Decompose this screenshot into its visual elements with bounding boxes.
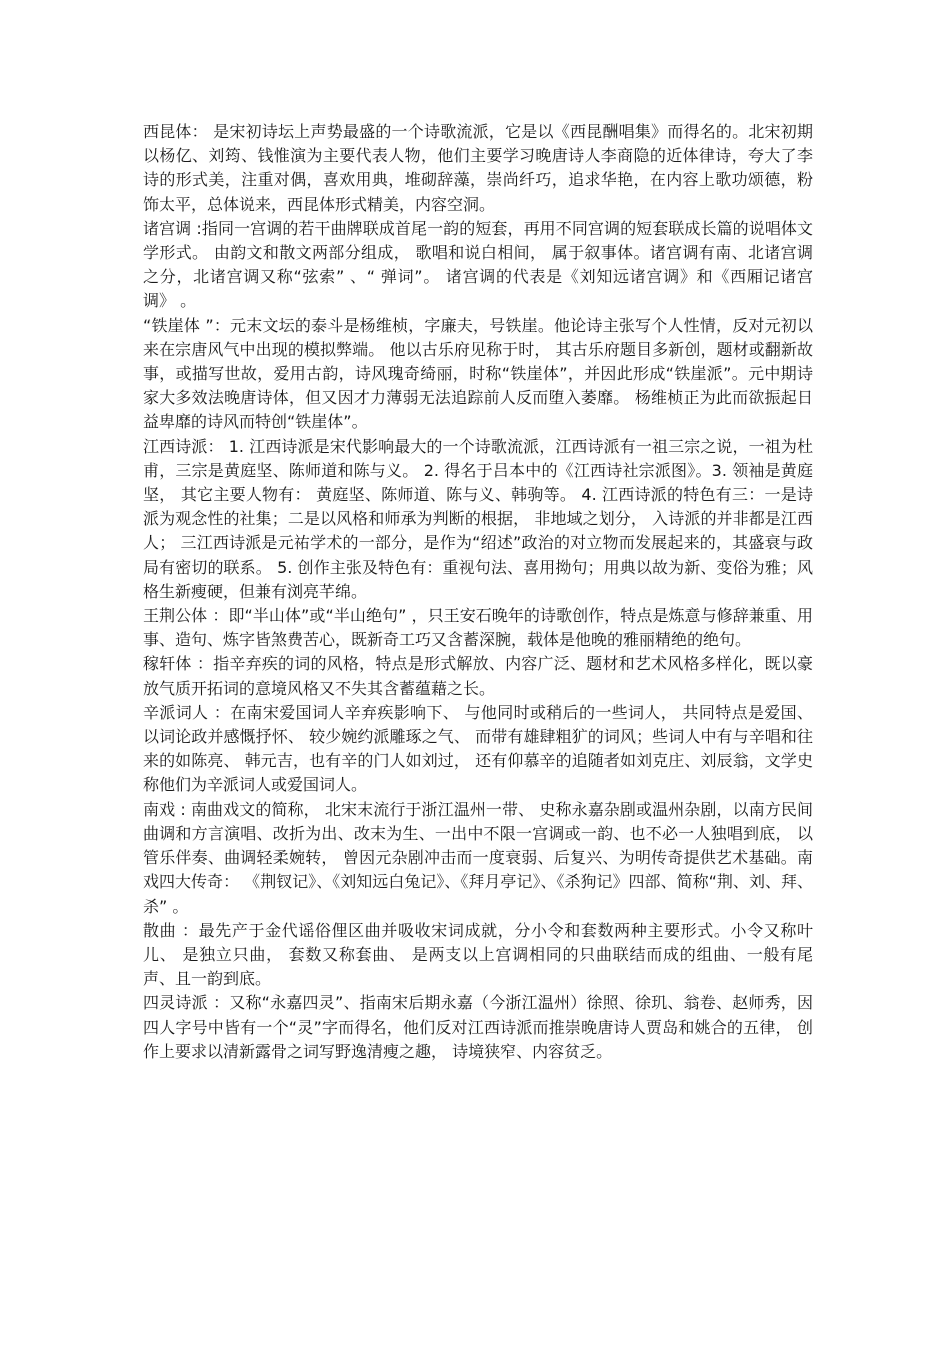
entry-xinpai-ciren: 辛派词人 ：在南宋爱国词人辛弃疾影响下、 与他同时或稍后的一些词人， 共同特点是爱国、以词论政并感慨抒怀、 较少婉约派雕琢之气、 而带有雄肆粗犷的词风；些词人中有与辛唱和往来的如陈亮、 韩元吉，也有辛的门人如刘过， 还有仰慕辛的追随者如刘克庄、刘辰翁，文学史称他们为辛派词人或爱国词人。 — [143, 702, 813, 795]
entry-tieyai-ti: “铁崖体 ”：元末文坛的泰斗是杨维桢，字廉夫，号铁崖。他论诗主张写个人性情，反对元初以来在宗唐风气中出现的模拟弊端。 他以古乐府见称于时， 其古乐府题目多新创，题材或翻新故事，或描写世故，爱用古韵，诗风瑰奇绮丽，时称“铁崖体”，并因此形成“铁崖派”。元中期诗家大多效法晚唐诗体，但又因才力薄弱无法追踪前人反而堕入萎靡。 杨维桢正为此而欲振起日益卑靡的诗风而特创“铁崖体”。 — [143, 315, 813, 432]
entry-sanqu: 散曲 ：最先产于金代谣俗俚区曲并吸收宋词成就，分小令和套数两种主要形式。小令又称叶儿、 是独立只曲， 套数又称套曲、 是两支以上宫调相同的只曲联结而成的组曲、一般有尾声、且一韵到底。 — [143, 920, 813, 989]
entry-siling-shipai: 四灵诗派 ：又称“永嘉四灵”、指南宋后期永嘉（今浙江温州）徐照、徐玑、翁卷、赵师秀，因四人字号中皆有一个“灵”字而得名，他们反对江西诗派而推崇晚唐诗人贾岛和姚合的五律， 创作上要求以清新露骨之词写野逸清瘦之趣， 诗境狭窄、内容贫乏。 — [143, 993, 813, 1061]
entry-xikun-ti: 西昆体： 是宋初诗坛上声势最盛的一个诗歌流派，它是以《西昆酬唱集》而得名的。北宋初期以杨亿、刘筠、钱惟演为主要代表人物，他们主要学习晚唐诗人李商隐的近体律诗，夸大了李诗的形式美，注重对偶，喜欢用典，堆砌辞藻，崇尚纤巧，追求华艳，在内容上歌功颂德，粉饰太平，总体说来，西昆体形式精美，内容空洞。 — [143, 122, 813, 214]
entry-jiangxi-shipai: 江西诗派： 1. 江西诗派是宋代影响最大的一个诗歌流派，江西诗派有一祖三宗之说，一祖为杜甫，三宗是黄庭坚、陈师道和陈与义。 2. 得名于吕本中的《江西诗社宗派图》。3. 领袖是黄庭坚， 其它主要人物有： 黄庭坚、陈师道、陈与义、韩驹等。 4. 江西诗派的特色有三：一是诗派为观念性的社集；二是以风格和师承为判断的根据， 非地域之划分， 入诗派的并非都是江西人； 三江西诗派是元祐学术的一部分，是作为“绍述”政治的对立物而发展起来的，其盛衰与政局有密切的联系。 5. 创作主张及特色有：重视句法、喜用拗句；用典以故为新、变俗为雅；风格生新瘦硬，但兼有浏亮芊绵。 — [143, 436, 813, 601]
document-page — [143, 120, 813, 1064]
entry-jiaxuan-ti: 稼轩体 ：指辛弃疾的词的风格，特点是形式解放、内容广泛、题材和艺术风格多样化，既以豪放气质开拓词的意境风格又不失其含蓄蕴藉之长。 — [143, 654, 813, 698]
entry-wangjinggong-ti: 王荆公体 ：即“半山体”或“半山绝句” ，只王安石晚年的诗歌创作，特点是炼意与修辞兼重、用事、造句、炼字皆煞费苦心，既新奇工巧又含蓄深腕，载体是他晚的雅丽精绝的绝句。 — [143, 606, 813, 650]
entry-zhugongdiao: 诸宫调 :指同一宫调的若干曲牌联成首尾一韵的短套，再用不同宫调的短套联成长篇的说唱体文学形式。 由韵文和散文两部分组成， 歌唱和说白相间， 属于叙事体。诸宫调有南、北诸宫调之分，北诸宫调又称“弦索” 、“ 弹词”。 诸宫调的代表是《刘知远诸宫调》和《西厢记诸宫调》 。 — [143, 218, 813, 311]
entry-nanxi: 南戏 : 南曲戏文的简称， 北宋末流行于浙江温州一带、 史称永嘉杂剧或温州杂剧，以南方民间曲调和方言演唱、改折为出、改末为生、一出中不限一宫调或一韵、也不必一人独唱到底， 以管乐伴奏、曲调轻柔婉转， 曾因元杂剧冲击而一度衰弱、后复兴、为明传奇提供艺术基础。南戏四大传奇： 《荆钗记》、《刘知远白兔记》、《拜月亭记》、《杀狗记》四部、简称“荆、刘、拜、杀” 。 — [143, 799, 813, 916]
